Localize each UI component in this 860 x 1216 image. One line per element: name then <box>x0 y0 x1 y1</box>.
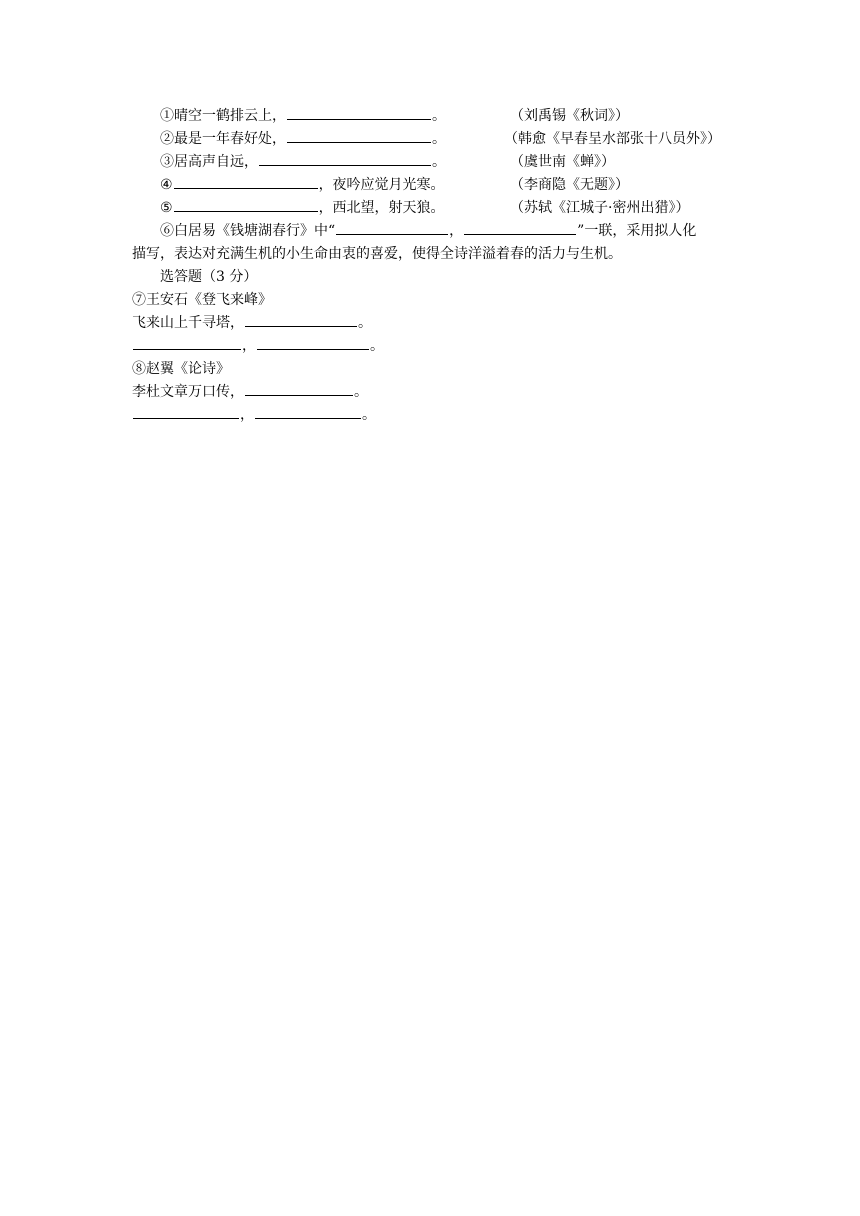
question-4-prompt: ④ <box>160 177 173 193</box>
question-6-prompt: ⑥白居易《钱塘湖春行》中“ <box>160 223 336 239</box>
question-7-line-2: ， 。 <box>132 335 384 357</box>
answer-blank-7a[interactable] <box>245 312 357 327</box>
question-6: ⑥白居易《钱塘湖春行》中“ ， ”一联，采用拟人化 <box>160 220 696 242</box>
optional-heading: 选答题（3 分） <box>160 269 258 285</box>
question-4-source: （李商隐《无题》） <box>510 177 629 193</box>
question-7-line-1: 飞来山上千寻塔， 。 <box>132 312 372 334</box>
question-6-continuation: 描写，表达对充满生机的小生命由衷的喜爱，使得全诗洋溢着春的活力与生机。 <box>132 246 622 262</box>
question-3: ③居高声自远， 。 <box>160 151 446 173</box>
question-1-prompt: ①晴空一鹤排云上， <box>160 108 286 124</box>
answer-blank-7c[interactable] <box>257 335 369 350</box>
question-1-source: （刘禹锡《秋词》） <box>510 108 629 124</box>
answer-blank-1[interactable] <box>287 105 431 120</box>
answer-blank-8b[interactable] <box>133 404 239 419</box>
question-2-source: （韩愈《早春呈水部张十八员外》） <box>504 131 721 147</box>
question-5-source: （苏轼《江城子·密州出猎》） <box>510 200 690 216</box>
answer-blank-4[interactable] <box>174 174 318 189</box>
question-8-line-1: 李杜文章万口传， 。 <box>132 381 368 403</box>
answer-blank-6b[interactable] <box>464 220 576 235</box>
question-5: ⑤ ，西北望，射天狼。 <box>160 197 445 219</box>
question-3-source: （虞世南《蝉》） <box>510 154 615 170</box>
question-1: ①晴空一鹤排云上， 。 <box>160 105 446 127</box>
question-8-line-2: ， 。 <box>132 404 376 426</box>
answer-blank-7b[interactable] <box>133 335 241 350</box>
question-2-prompt: ②最是一年春好处， <box>160 131 286 147</box>
answer-blank-6a[interactable] <box>336 220 448 235</box>
question-7-title: ⑦王安石《登飞来峰》 <box>132 292 272 308</box>
question-8-title: ⑧赵翼《论诗》 <box>132 361 230 377</box>
answer-blank-2[interactable] <box>287 128 431 143</box>
question-4: ④ ，夜吟应觉月光寒。 <box>160 174 445 196</box>
question-3-prompt: ③居高声自远， <box>160 154 258 170</box>
question-2: ②最是一年春好处， 。 <box>160 128 446 150</box>
answer-blank-8a[interactable] <box>245 381 353 396</box>
question-5-prompt: ⑤ <box>160 200 173 216</box>
answer-blank-3[interactable] <box>259 151 431 166</box>
answer-blank-8c[interactable] <box>255 404 361 419</box>
answer-blank-5[interactable] <box>174 197 318 212</box>
